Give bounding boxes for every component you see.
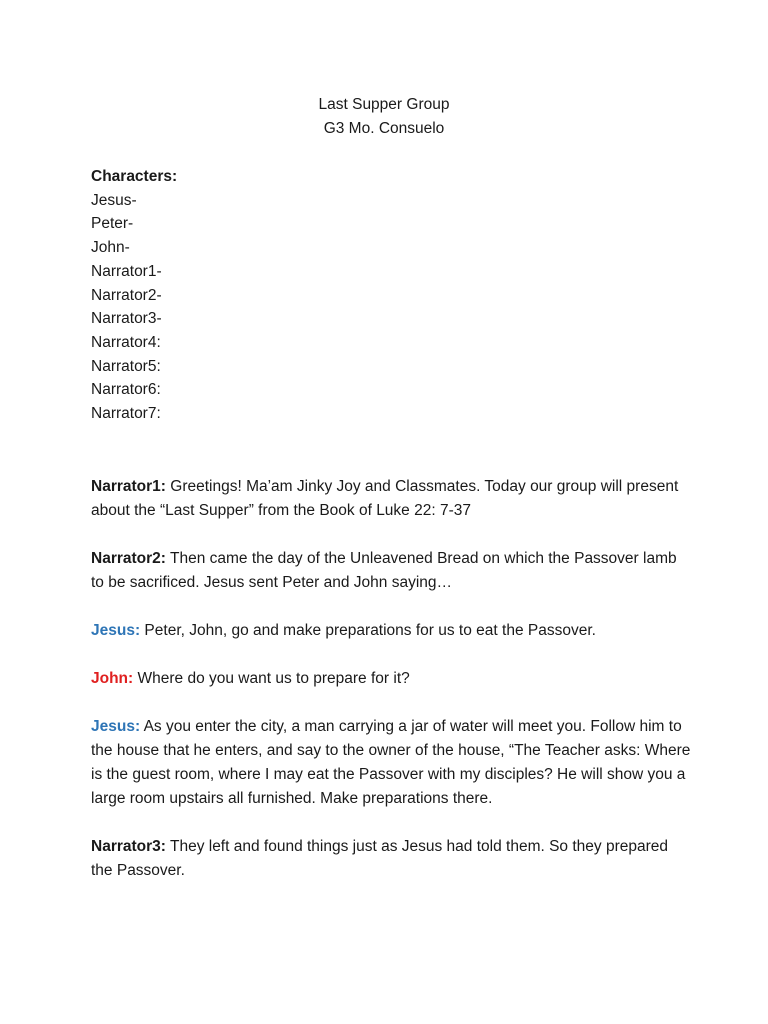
dialogue-text: Where do you want us to prepare for it? [133,670,410,687]
character-item: Narrator3- [91,310,162,328]
speaker-name-jesus: Jesus: [91,718,141,735]
character-item: Narrator5: [91,357,161,375]
dialogue-text: Then came the day of the Unleavened Bread on which the Passover lamb to be sacrificed. Jesus sent Peter and John saying… [91,550,677,591]
character-item: Peter- [91,215,134,233]
dialogue-text: Greetings! Ma’am Jinky Joy and Classmates. Today our group will present about the “Last Supper” from the Book of Luke 22: 7-37 [91,478,679,519]
speaker-name: Narrator1: [91,478,166,495]
document-title: Last Supper Group [318,96,450,113]
dialogue-line [91,667,691,691]
script-dialogue [91,475,691,883]
character-item: Narrator7: [91,405,161,423]
dialogue-line [91,547,691,595]
character-item: Jesus- [91,191,137,209]
character-item: Narrator4: [91,333,161,351]
dialogue-line [91,475,691,523]
character-item: Narrator1- [91,262,162,280]
speaker-name-john: John: [91,670,134,687]
dialogue-line [91,835,691,883]
title-block [0,93,768,141]
speaker-name: Narrator2: [91,550,166,567]
characters-list [91,165,177,426]
characters-heading: Characters: [91,168,178,185]
dialogue-text: As you enter the city, a man carrying a jar of water will meet you. Follow him to the house that he enters, and say to the owner of the house, “The Teacher asks: Where is the guest room, where I may eat the Passover with my disciples? He will show you a large room upstairs all furnished. Make preparations there. [91,718,691,807]
dialogue-text: Peter, John, go and make preparations for us to eat the Passover. [140,622,596,639]
dialogue-line [91,619,691,643]
document-subtitle: G3 Mo. Consuelo [323,120,445,137]
character-item: Narrator6: [91,381,161,399]
character-item: John- [91,239,130,257]
speaker-name: Narrator3: [91,838,166,855]
character-item: Narrator2- [91,286,162,304]
dialogue-line [91,715,691,811]
speaker-name-jesus: Jesus: [91,622,141,639]
dialogue-text: They left and found things just as Jesus had told them. So they prepared the Passover. [91,838,669,879]
